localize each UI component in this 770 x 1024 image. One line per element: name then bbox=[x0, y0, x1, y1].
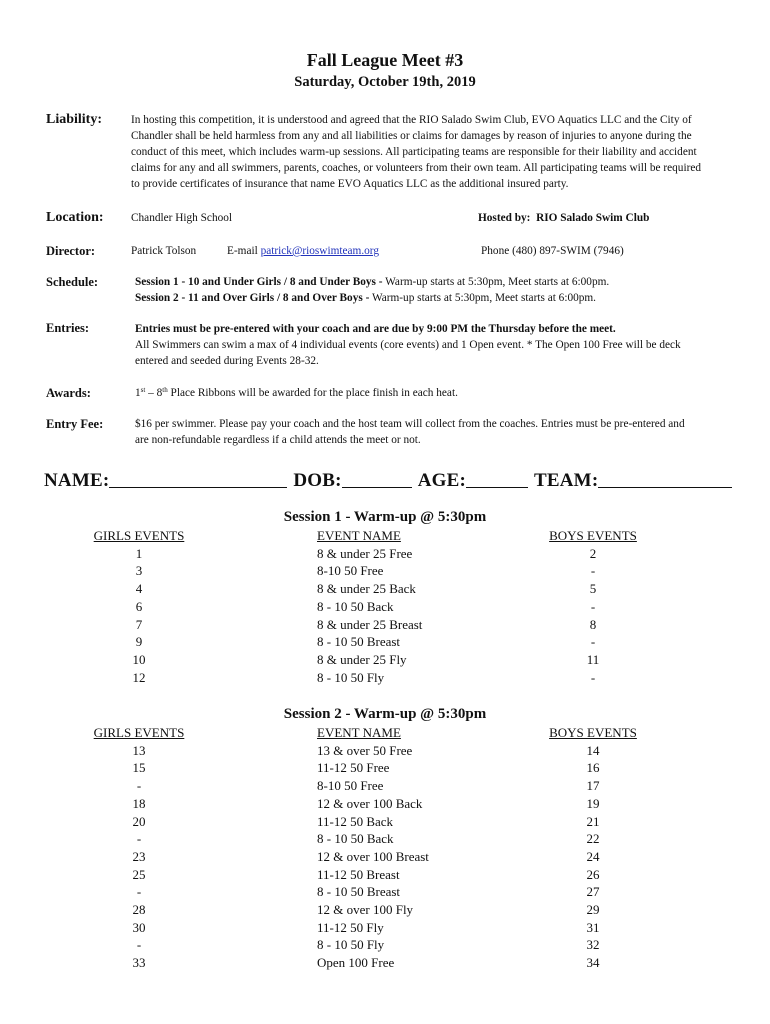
director-phone: Phone (480) 897-SWIM (7946) bbox=[481, 245, 624, 257]
table-row bbox=[0, 634, 770, 652]
boys-event-number: 22 bbox=[586, 831, 600, 847]
table-row bbox=[0, 884, 770, 902]
table-row bbox=[0, 778, 770, 796]
entry-fee-label: Entry Fee: bbox=[46, 417, 104, 431]
entries-text bbox=[135, 321, 681, 369]
schedule-item: Session 1 - 10 and Under Girls / 8 and Under Boys - Warm-up starts at 5:30pm, Meet starts at 6:00pm. bbox=[135, 276, 610, 288]
name-field[interactable] bbox=[109, 469, 287, 488]
table-row bbox=[0, 617, 770, 635]
event-name: 11-12 50 Free bbox=[317, 760, 390, 776]
boys-events-header: BOYS EVENTS bbox=[549, 528, 637, 543]
girls-event-number: 12 bbox=[132, 669, 146, 685]
table-row bbox=[0, 902, 770, 920]
girls-event-number: 23 bbox=[132, 848, 146, 864]
table-row bbox=[0, 831, 770, 849]
girls-event-number: 6 bbox=[135, 598, 143, 614]
girls-event-number: 30 bbox=[132, 919, 146, 935]
table-row bbox=[0, 581, 770, 599]
director-email bbox=[227, 243, 379, 259]
table-row bbox=[0, 937, 770, 955]
boys-event-number: 31 bbox=[586, 919, 600, 935]
awards-text-part: – 8 bbox=[145, 387, 163, 399]
table-row bbox=[0, 796, 770, 814]
boys-event-number: 8 bbox=[589, 616, 597, 632]
team-field[interactable] bbox=[598, 469, 732, 488]
schedule-label: Schedule: bbox=[46, 275, 99, 289]
event-name: 12 & over 100 Fly bbox=[317, 902, 414, 917]
event-name: 8 - 10 50 Breast bbox=[317, 884, 401, 900]
swimmer-form bbox=[44, 469, 738, 492]
liability-line: claims for any and all swimmers, parents, coaches, or volunteers from their own team. All participating teams will be required bbox=[131, 162, 702, 174]
girls-event-number: 3 bbox=[135, 563, 143, 579]
dob-field[interactable] bbox=[342, 469, 412, 488]
event-name: 11-12 50 Back bbox=[317, 813, 394, 829]
table-header bbox=[0, 528, 770, 546]
schedule-list bbox=[135, 274, 609, 306]
boys-event-number: - bbox=[590, 598, 596, 614]
boys-event-number: 14 bbox=[586, 742, 600, 758]
boys-event-number: 27 bbox=[586, 884, 600, 900]
boys-events-header: BOYS EVENTS bbox=[549, 725, 637, 740]
table-row bbox=[0, 563, 770, 581]
event-name: 11-12 50 Fly bbox=[317, 919, 384, 935]
girls-event-number: 4 bbox=[135, 581, 143, 597]
event-name: 8 & under 25 Back bbox=[317, 581, 416, 597]
liability-line: to provide certificates of insurance that name EVO Aquatics LLC as the additional insured party. bbox=[131, 178, 569, 190]
boys-event-number: 34 bbox=[586, 955, 600, 971]
awards-text-part: 1 bbox=[135, 387, 141, 399]
team-label: TEAM: bbox=[534, 470, 599, 491]
liability-line: conduct of this meet, which includes warm-up sessions. All participating teams are responsible for their liability and accident bbox=[131, 146, 697, 158]
boys-event-number: - bbox=[590, 563, 596, 579]
entries-deadline: Entries must be pre-entered with your coach and are due by 9:00 PM the Thursday before the meet. bbox=[135, 323, 616, 335]
event-name: 8 - 10 50 Back bbox=[317, 831, 394, 847]
event-name: 8 & under 25 Free bbox=[317, 545, 413, 561]
girls-event-number: 7 bbox=[135, 616, 143, 632]
event-name: Open 100 Free bbox=[317, 955, 395, 971]
session1-title: Session 1 - Warm-up @ 5:30pm bbox=[283, 509, 487, 525]
dob-label: DOB: bbox=[293, 470, 342, 491]
age-label: AGE: bbox=[417, 470, 467, 491]
page-title: Fall League Meet #3 bbox=[306, 50, 464, 70]
girls-events-header: GIRLS EVENTS bbox=[93, 725, 185, 740]
table-row bbox=[0, 652, 770, 670]
table-row bbox=[0, 760, 770, 778]
table-row bbox=[0, 920, 770, 938]
girls-event-number: 25 bbox=[132, 866, 146, 882]
boys-event-number: - bbox=[590, 669, 596, 685]
event-name: 8 - 10 50 Fly bbox=[317, 937, 385, 953]
age-field[interactable] bbox=[466, 469, 528, 488]
entry-fee-line: are non-refundable regardless if a child attends the meet or not. bbox=[135, 434, 421, 446]
girls-event-number: - bbox=[136, 884, 142, 900]
table-row bbox=[0, 670, 770, 688]
director-label: Director: bbox=[46, 244, 96, 258]
email-link[interactable]: patrick@rioswimteam.org bbox=[260, 245, 380, 257]
director-name: Patrick Tolson bbox=[131, 245, 197, 257]
entries-line: entered and seeded during Events 28-32. bbox=[135, 355, 319, 367]
girls-event-number: 1 bbox=[135, 545, 143, 561]
email-label: E-mail bbox=[227, 245, 258, 257]
girls-events-header: GIRLS EVENTS bbox=[93, 528, 185, 543]
girls-event-number: 13 bbox=[132, 742, 146, 758]
entries-line: All Swimmers can swim a max of 4 individual events (core events) and 1 Open event. * The Open 100 Free will be deck bbox=[135, 339, 681, 351]
liability-line: In hosting this competition, it is understood and agreed that the RIO Salado Swim Club, EVO Aquatics LLC and the City of bbox=[131, 114, 692, 126]
event-name: 8 - 10 50 Back bbox=[317, 598, 394, 614]
hosted-by bbox=[478, 210, 649, 226]
boys-event-number: - bbox=[590, 634, 596, 650]
girls-event-number: 20 bbox=[132, 813, 146, 829]
event-name: 12 & over 100 Back bbox=[317, 795, 423, 811]
table-row bbox=[0, 743, 770, 761]
table-row bbox=[0, 849, 770, 867]
meet-date: Saturday, October 19th, 2019 bbox=[294, 74, 476, 90]
liability-text bbox=[131, 112, 701, 192]
location-label: Location: bbox=[46, 210, 104, 225]
boys-event-number: 32 bbox=[586, 937, 600, 953]
boys-event-number: 11 bbox=[586, 651, 600, 667]
table-row bbox=[0, 955, 770, 973]
schedule-item: Session 2 - 11 and Over Girls / 8 and Over Boys - Warm-up starts at 5:30pm, Meet starts at 6:00pm. bbox=[135, 292, 597, 304]
boys-event-number: 17 bbox=[586, 778, 600, 794]
girls-event-number: 9 bbox=[135, 634, 143, 650]
event-name: 11-12 50 Breast bbox=[317, 866, 400, 882]
awards-text-part: th bbox=[162, 386, 168, 394]
girls-event-number: 10 bbox=[132, 651, 146, 667]
boys-event-number: 5 bbox=[589, 581, 597, 597]
event-name: 8-10 50 Free bbox=[317, 778, 384, 794]
event-name: 8 & under 25 Fly bbox=[317, 651, 407, 667]
table-row bbox=[0, 546, 770, 564]
girls-event-number: - bbox=[136, 831, 142, 847]
hosted-by-value: RIO Salado Swim Club bbox=[536, 212, 650, 224]
event-name: 8 - 10 50 Fly bbox=[317, 669, 385, 685]
liability-label: Liability: bbox=[46, 112, 103, 127]
boys-event-number: 26 bbox=[586, 866, 600, 882]
entry-fee-text bbox=[135, 416, 685, 448]
girls-event-number: 15 bbox=[132, 760, 146, 776]
event-name: 12 & over 100 Breast bbox=[317, 848, 429, 864]
event-name: 8-10 50 Free bbox=[317, 563, 384, 579]
table-row bbox=[0, 599, 770, 617]
girls-event-number: - bbox=[136, 778, 142, 794]
boys-event-number: 16 bbox=[586, 760, 600, 776]
table-row bbox=[0, 814, 770, 832]
event-name: 13 & over 50 Free bbox=[317, 742, 413, 758]
boys-event-number: 2 bbox=[589, 545, 597, 561]
entries-label: Entries: bbox=[46, 321, 90, 335]
liability-line: Chandler shall be held harmless from any and all liabilities or claims for damages by reason of injuries to anyone during the bbox=[131, 130, 692, 142]
event-name-header: EVENT NAME bbox=[317, 725, 401, 740]
boys-event-number: 24 bbox=[586, 848, 600, 864]
session2-title: Session 2 - Warm-up @ 5:30pm bbox=[283, 706, 487, 722]
location-value: Chandler High School bbox=[131, 212, 233, 224]
awards-label: Awards: bbox=[46, 386, 91, 400]
awards-text-part: st bbox=[140, 386, 146, 394]
girls-event-number: - bbox=[136, 937, 142, 953]
table-row bbox=[0, 867, 770, 885]
event-name: 8 & under 25 Breast bbox=[317, 616, 423, 632]
boys-event-number: 19 bbox=[586, 795, 600, 811]
event-name-header: EVENT NAME bbox=[317, 528, 401, 543]
event-name: 8 - 10 50 Breast bbox=[317, 634, 401, 650]
girls-event-number: 28 bbox=[132, 902, 146, 917]
name-label: NAME: bbox=[44, 470, 110, 491]
girls-event-number: 33 bbox=[132, 955, 146, 971]
awards-text bbox=[135, 385, 458, 401]
awards-text-part: Place Ribbons will be awarded for the place finish in each heat. bbox=[167, 387, 458, 399]
hosted-by-label: Hosted by: bbox=[478, 212, 531, 224]
boys-event-number: 21 bbox=[586, 813, 600, 829]
entry-fee-line: $16 per swimmer. Please pay your coach and the host team will collect from the coaches. Entries must be pre-entered and bbox=[135, 418, 685, 430]
table-header bbox=[0, 725, 770, 743]
girls-event-number: 18 bbox=[132, 795, 146, 811]
boys-event-number: 29 bbox=[586, 902, 600, 917]
